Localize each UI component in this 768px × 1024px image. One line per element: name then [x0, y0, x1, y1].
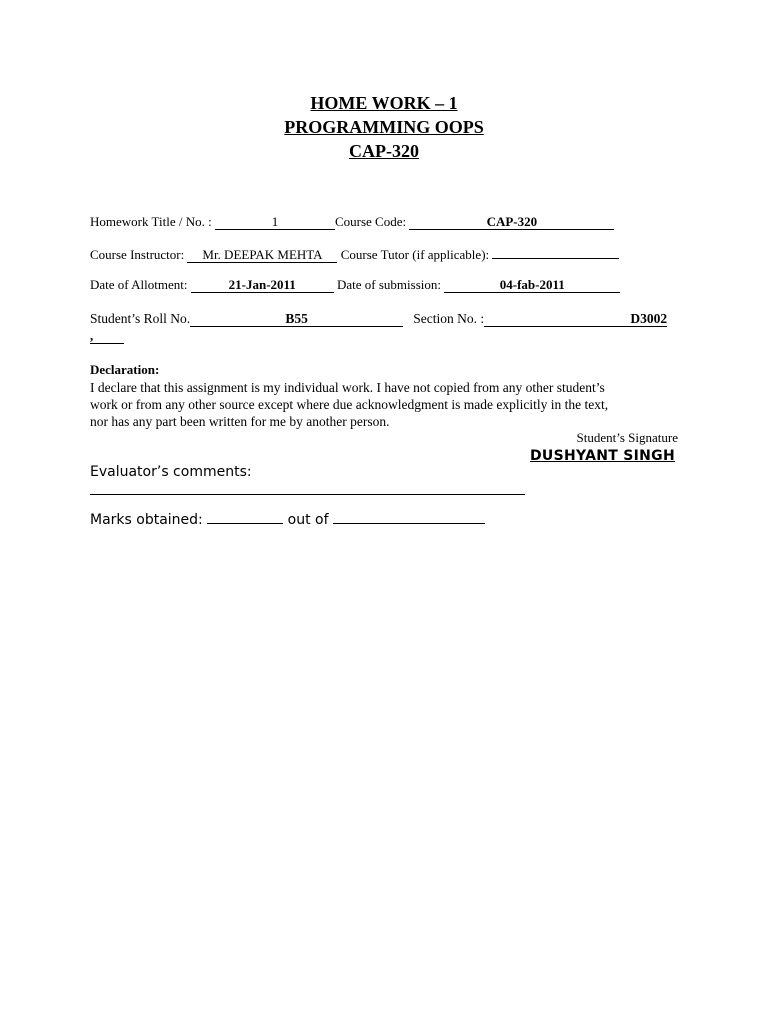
- homework-title-label: Homework Title / No. :: [90, 214, 215, 229]
- section-number-value: D3002: [484, 312, 667, 327]
- allotment-date-label: Date of Allotment:: [90, 277, 191, 292]
- course-code-value: CAP-320: [409, 215, 614, 230]
- course-tutor-label: Course Tutor (if applicable):: [340, 247, 493, 262]
- homework-course-row: [90, 214, 678, 230]
- roll-section-continuation: [90, 328, 678, 344]
- roll-number-value: B55: [190, 312, 403, 327]
- title-course-code: CAP-320: [349, 141, 419, 161]
- declaration-line: nor has any part been written for me by another person.: [90, 414, 390, 429]
- allotment-date-value: 21-Jan-2011: [191, 278, 334, 293]
- declaration-line: I declare that this assignment is my individual work. I have not copied from any other student’s: [90, 380, 605, 395]
- marks-out-of-label: out of: [283, 512, 333, 528]
- declaration-line: work or from any other source except where due acknowledgment is made explicitly in the text,: [90, 397, 609, 412]
- homework-number-value: 1: [215, 215, 335, 230]
- title-subject: PROGRAMMING OOPS: [284, 117, 484, 137]
- marks-obtained-blank: [207, 511, 283, 524]
- course-tutor-blank: [492, 246, 619, 259]
- course-code-label: Course Code:: [334, 214, 410, 229]
- marks-row: [90, 511, 485, 529]
- submission-date-value: 04-fab-2011: [444, 278, 620, 293]
- roll-number-label: Student’s Roll No.: [90, 311, 191, 326]
- instructor-tutor-row: [90, 246, 678, 263]
- course-instructor-label: Course Instructor:: [90, 247, 188, 262]
- section-number-label: Section No. :: [413, 311, 485, 326]
- evaluator-comments-label: Evaluator’s comments:: [90, 464, 252, 480]
- submission-date-label: Date of submission:: [336, 277, 445, 292]
- marks-total-blank: [333, 511, 485, 524]
- course-instructor-value: Mr. DEEPAK MEHTA: [187, 248, 337, 263]
- title-homework-number: HOME WORK – 1: [310, 93, 458, 113]
- dates-row: [90, 277, 678, 293]
- declaration-heading: Declaration:: [90, 362, 160, 377]
- roll-section-row: [90, 311, 678, 327]
- evaluator-comments-blank: [90, 494, 525, 495]
- marks-obtained-label: Marks obtained:: [90, 512, 208, 528]
- student-signature-label: Student’s Signature: [576, 430, 678, 445]
- section-trailer: ,: [90, 329, 124, 344]
- declaration-text: [90, 379, 680, 430]
- student-signature-name: DUSHYANT SINGH: [530, 448, 675, 464]
